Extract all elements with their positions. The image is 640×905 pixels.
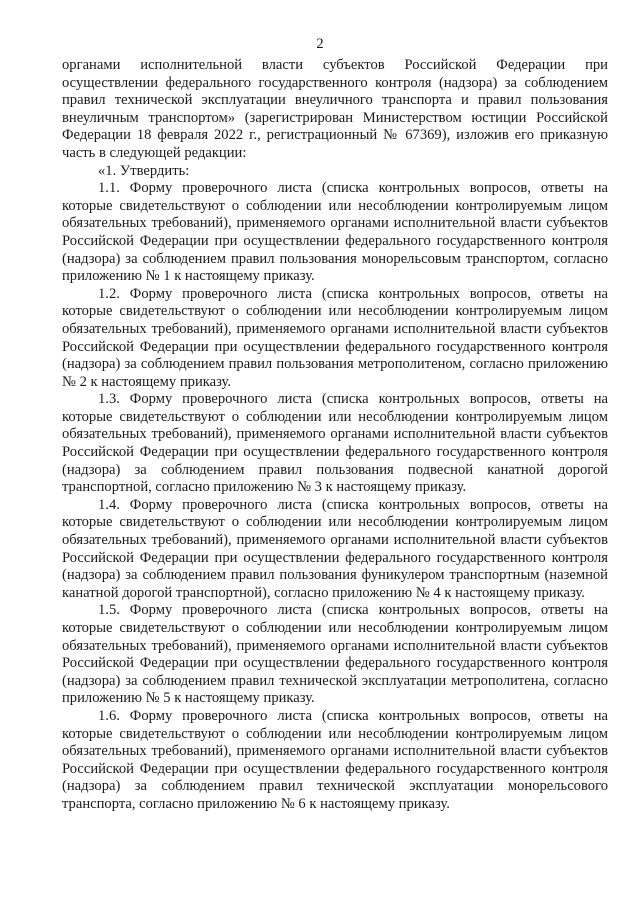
continuation-paragraph: органами исполнительной власти субъектов Российской Федерации при осуществлении федерального государственного контроля (надзора) за соблюдением правил технической эксплуатации внеуличного транспорта и правил пользования внеуличным транспортом» (зарегистрирован Министерством юстиции Российской Федерации 18 февраля 2022 г., регистрационный № 67369), изложив его приказную часть в следующей редакции:	[62, 57, 608, 161]
clause-1-2: 1.2. Форму проверочного листа (списка контрольных вопросов, ответы на которые свидетельствуют о соблюдении или несоблюдении контролируемым лицом обязательных требований), применяемого органами исполнительной власти субъектов Российской Федерации при осуществлении федерального государственного контроля (надзора) за соблюдением правил пользования метрополитеном, согласно приложению № 2 к настоящему приказу.	[62, 285, 608, 390]
clause-1-3: 1.3. Форму проверочного листа (списка контрольных вопросов, ответы на которые свидетельствуют о соблюдении или несоблюдении контролируемым лицом обязательных требований), применяемого органами исполнительной власти субъектов Российской Федерации при осуществлении федерального государственного контроля (надзора) за соблюдением правил пользования подвесной канатной дорогой транспортной, согласно приложению № 3 к настоящему приказу.	[62, 391, 608, 496]
clause-1-1: 1.1. Форму проверочного листа (списка контрольных вопросов, ответы на которые свидетельствуют о соблюдении или несоблюдении контролируемым лицом обязательных требований), применяемого органами исполнительной власти субъектов Российской Федерации при осуществлении федерального государственного контроля (надзора) за соблюдением правил пользования монорельсовым транспортом, согласно приложению № 1 к настоящему приказу.	[62, 180, 608, 285]
clause-1-4: 1.4. Форму проверочного листа (списка контрольных вопросов, ответы на которые свидетельствуют о соблюдении или несоблюдении контролируемым лицом обязательных требований), применяемого органами исполнительной власти субъектов Российской Федерации при осуществлении федерального государственного контроля (надзора) за соблюдением правил пользования фуникулером транспортным (наземной канатной дорогой транспортной), согласно приложению № 4 к настоящему приказу.	[62, 496, 608, 601]
approve-clause: «1. Утвердить:	[98, 162, 190, 179]
clause-1-5: 1.5. Форму проверочного листа (списка контрольных вопросов, ответы на которые свидетельствуют о соблюдении или несоблюдении контролируемым лицом обязательных требований), применяемого органами исполнительной власти субъектов Российской Федерации при осуществлении федерального государственного контроля (надзора) за соблюдением правил технической эксплуатации метрополитена, согласно приложению № 5 к настоящему приказу.	[62, 602, 608, 707]
page-number: 2	[316, 36, 324, 52]
document-body	[62, 57, 608, 814]
clause-1-6: 1.6. Форму проверочного листа (списка контрольных вопросов, ответы на которые свидетельствуют о соблюдении или несоблюдении контролируемым лицом обязательных требований), применяемого органами исполнительной власти субъектов Российской Федерации при осуществлении федерального государственного контроля (надзора) за соблюдением правил технической эксплуатации монорельсового транспорта, согласно приложению № 6 к настоящему приказу.	[62, 707, 608, 812]
